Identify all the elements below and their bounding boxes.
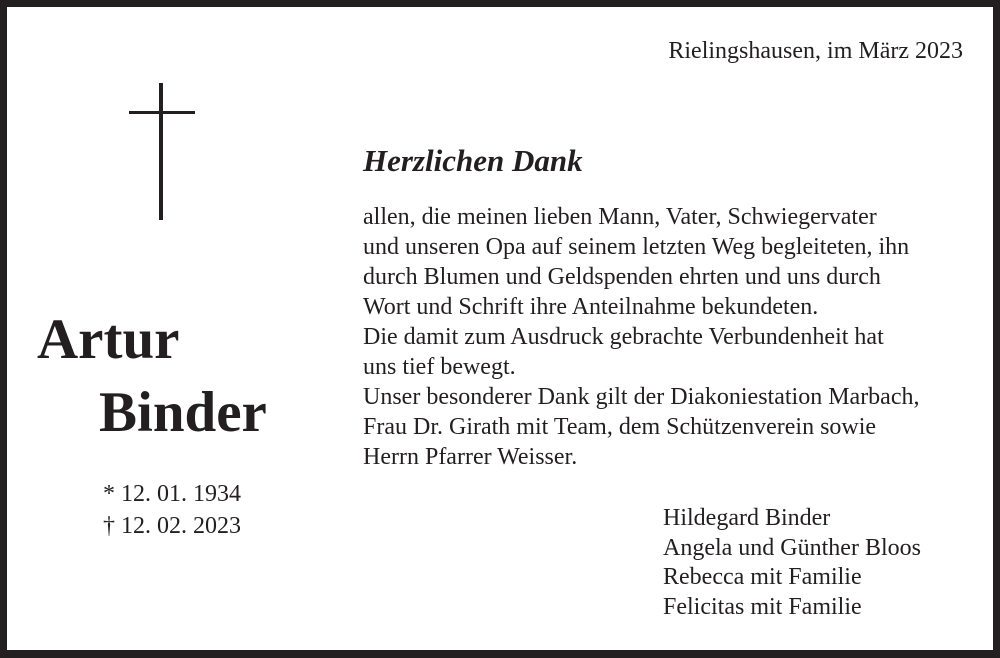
- deceased-first-name: Artur: [37, 308, 180, 371]
- cross-horizontal-bar: [129, 111, 195, 114]
- body-line: Wort und Schrift ihre Anteilnahme bekundeten.: [363, 294, 819, 320]
- signatory: Felicitas mit Familie: [663, 593, 862, 620]
- thank-you-text: [363, 202, 920, 472]
- life-dates: [103, 478, 241, 542]
- deceased-last-name: Binder: [99, 381, 267, 444]
- heading: Herzlichen Dank: [363, 143, 583, 178]
- death-date: † 12. 02. 2023: [103, 513, 241, 539]
- body-line: allen, die meinen lieben Mann, Vater, Schwiegervater: [363, 204, 877, 230]
- body-line: Frau Dr. Girath mit Team, dem Schützenverein sowie: [363, 414, 877, 440]
- body-line: und unseren Opa auf seinem letzten Weg begleiteten, ihn: [363, 234, 910, 260]
- cross-vertical-bar: [159, 83, 163, 220]
- birth-date: * 12. 01. 1934: [103, 481, 241, 507]
- body-line: Unser besonderer Dank gilt der Diakoniestation Marbach,: [363, 384, 920, 410]
- body-line: uns tief bewegt.: [363, 354, 516, 380]
- signatory: Rebecca mit Familie: [663, 564, 862, 590]
- signatory: Angela und Günther Bloos: [663, 534, 921, 561]
- body-line: Herrn Pfarrer Weisser.: [363, 444, 578, 470]
- signatories: [663, 504, 921, 622]
- signatory: Hildegard Binder: [663, 505, 831, 531]
- place-date: Rielingshausen, im März 2023: [668, 38, 963, 64]
- body-line: durch Blumen und Geldspenden ehrten und uns durch: [363, 264, 881, 290]
- body-line: Die damit zum Ausdruck gebrachte Verbundenheit hat: [363, 324, 884, 350]
